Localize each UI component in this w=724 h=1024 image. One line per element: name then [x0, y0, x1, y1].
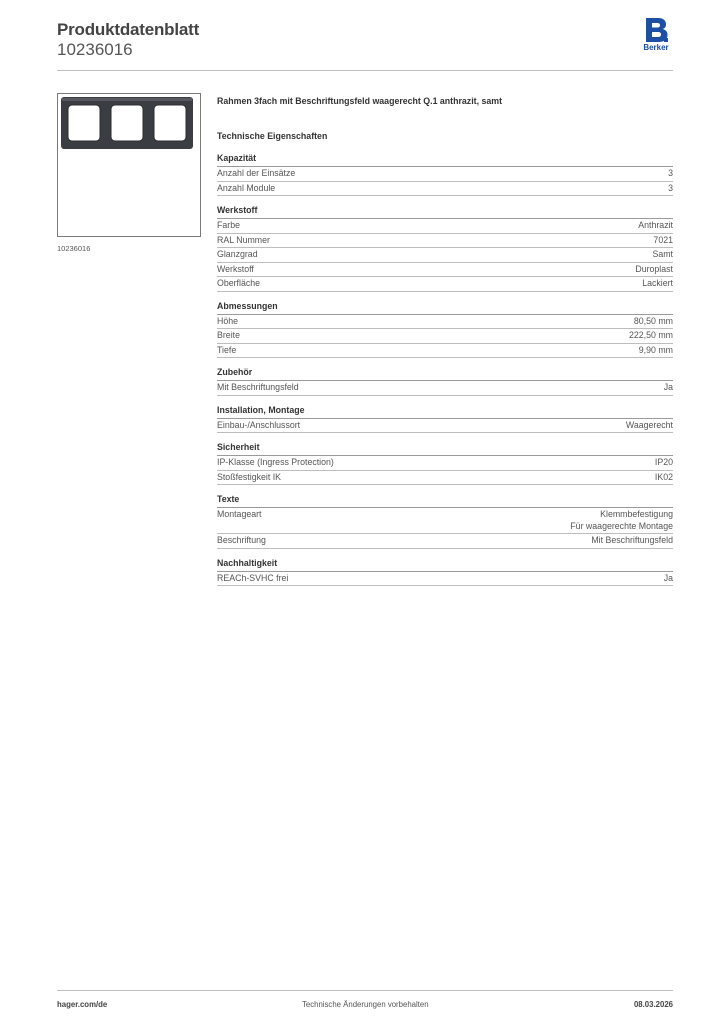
section-title: Installation, Montage: [217, 405, 673, 419]
property-value: 80,50 mm: [633, 315, 673, 326]
product-image: [57, 93, 201, 237]
property-value: 222,50 mm: [628, 330, 673, 340]
property-section: [217, 205, 673, 292]
property-value: 3: [668, 182, 673, 193]
product-title: Rahmen 3fach mit Beschriftungsfeld waagerecht Q.1 anthrazit, samt: [217, 96, 502, 106]
property-value: [570, 509, 673, 532]
property-label: Montageart: [217, 509, 262, 519]
section-title: Werkstoff: [217, 205, 673, 219]
property-label: Oberfläche: [217, 278, 261, 288]
property-label: Stoßfestigkeit IK: [217, 471, 282, 482]
property-value-line: Klemmbefestigung: [600, 509, 673, 519]
property-section: [217, 367, 673, 396]
property-row: [217, 419, 673, 434]
page-header: [57, 20, 673, 71]
property-row: [217, 471, 673, 486]
property-row: [217, 508, 673, 534]
property-row: [217, 381, 673, 396]
property-label: Anzahl der Einsätze: [217, 168, 296, 178]
section-title: Abmessungen: [217, 301, 673, 315]
property-row: [217, 182, 673, 197]
image-caption: 10236016: [57, 244, 91, 253]
property-section: [217, 153, 673, 196]
property-value: Samt: [652, 249, 673, 259]
properties-sections: [217, 153, 673, 586]
property-row: [217, 219, 673, 234]
property-row: [217, 344, 673, 359]
property-section: [217, 494, 673, 549]
property-value: Waagerecht: [625, 419, 673, 430]
property-label: Werkstoff: [217, 263, 254, 274]
berker-b-icon: [639, 17, 673, 43]
property-label: REACh-SVHC frei: [217, 572, 289, 583]
frame-3fach-icon: [61, 97, 193, 149]
property-value: 9,90 mm: [638, 344, 673, 355]
footer-disclaimer: Technische Änderungen vorbehalten: [302, 1000, 429, 1009]
property-row: [217, 234, 673, 249]
property-value: 3: [668, 168, 673, 178]
section-title: Texte: [217, 494, 673, 508]
property-label: Breite: [217, 330, 240, 340]
property-section: [217, 442, 673, 485]
property-label: Einbau-/Anschlussort: [217, 419, 301, 430]
property-value: IK02: [654, 471, 673, 482]
property-row: [217, 315, 673, 330]
property-value: Ja: [663, 382, 673, 392]
property-row: [217, 167, 673, 182]
property-row: [217, 263, 673, 278]
section-title: Zubehör: [217, 367, 673, 381]
property-row: [217, 248, 673, 263]
property-label: Mit Beschriftungsfeld: [217, 382, 299, 392]
property-value: Ja: [663, 572, 673, 583]
property-label: Höhe: [217, 315, 239, 326]
property-section: [217, 405, 673, 434]
property-value: Duroplast: [635, 263, 673, 274]
document-title: Produktdatenblatt: [57, 20, 200, 39]
property-value: Mit Beschriftungsfeld: [591, 535, 673, 545]
section-title: Nachhaltigkeit: [217, 558, 673, 572]
property-label: Tiefe: [217, 344, 237, 355]
property-row: [217, 456, 673, 471]
property-row: [217, 534, 673, 549]
property-section: [217, 558, 673, 587]
property-label: IP-Klasse (Ingress Protection): [217, 457, 334, 467]
footer-date: 08.03.2026: [633, 1000, 673, 1009]
footer-website: hager.com/de: [57, 1000, 108, 1009]
section-title: Sicherheit: [217, 442, 673, 456]
berker-logo: [639, 17, 673, 57]
property-value: Lackiert: [642, 278, 673, 288]
property-label: Farbe: [217, 220, 240, 230]
property-label: Glanzgrad: [217, 249, 258, 259]
property-label: Beschriftung: [217, 535, 266, 545]
section-title: Kapazität: [217, 153, 673, 167]
property-value: Anthrazit: [638, 220, 673, 230]
property-value: 7021: [653, 234, 673, 245]
property-label: Anzahl Module: [217, 182, 276, 193]
tech-properties-heading: Technische Eigenschaften: [217, 131, 328, 141]
property-row: [217, 572, 673, 587]
property-row: [217, 277, 673, 292]
document-number: 10236016: [57, 40, 133, 59]
property-value-line: Für waagerechte Montage: [570, 520, 673, 531]
logo-text: Berker: [643, 43, 669, 52]
property-label: RAL Nummer: [217, 234, 270, 245]
property-row: [217, 329, 673, 344]
datasheet-content: [217, 96, 673, 586]
page-footer: [57, 990, 673, 1013]
property-value: IP20: [654, 457, 673, 467]
property-section: [217, 301, 673, 359]
